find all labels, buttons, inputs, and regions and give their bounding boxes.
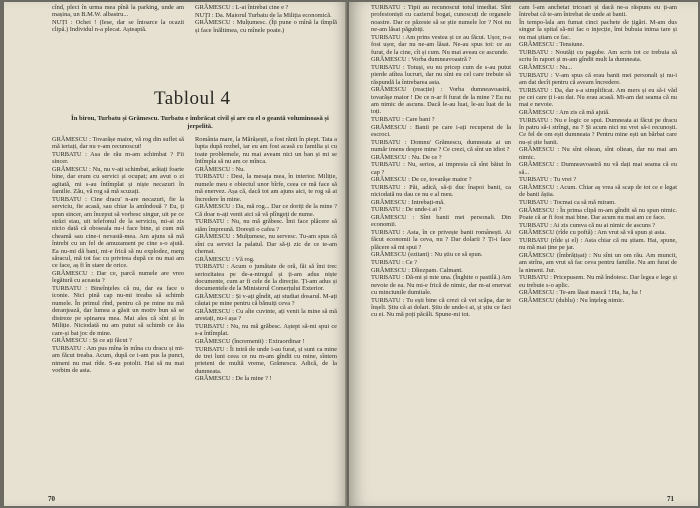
paragraph: TURBATU : Tu vrei ? bbox=[519, 176, 577, 184]
paragraph: TURBATU : Tocmai ca să mă miram. bbox=[519, 199, 616, 206]
paragraph: TURBATU : Domnu' Grămescu, dumneata ai un număr imens despre mine ? Ce crezi, că sînt un idiot ? bbox=[371, 138, 511, 154]
paragraph: TURBATU : Cine dracu' n-are necazuri, fie la serviciu, fie acasă, sau chiar la amîndouă ? Eu, ți spun sincer, am început să vorbesc singur, uit pe ce străzi stau, uit telefonul de la serviciu, mi-ai zis nicio dată că oboseala nu-i face bine, și cum mă cheamă sau cine-i nevastă-mea. Am ajuns să mă întrebi cu un fel de amuzament pe cine s-o ajută. Ea nu-mi dă bani, mi-e frică să nu explodez, merg săracul, mă tot fac cu privirea după ce nu mai am ce face, aș fi în stare de orice. bbox=[52, 195, 184, 270]
paragraph: GRĂMESCU : În prima clipă m-am gîndit să nu spun nimic. Poate că ar fi fost mai bine. Dar acum nu mai am ce face. bbox=[519, 206, 677, 221]
paragraph: TURBATU : Care bani ? bbox=[371, 116, 435, 124]
paragraph: TURBATU : Nu, nu mă grăbesc. Îmi face plăcere să stăm împreună. Dorești o cafea ? bbox=[195, 218, 337, 233]
right-page bbox=[349, 2, 698, 506]
right-col-1 bbox=[371, 4, 511, 490]
page-number-right: 71 bbox=[667, 495, 674, 503]
paragraph: cînd, pleci în urma mea pînă la parking, unde am mașina, un B.M.W. albastru... bbox=[52, 4, 184, 19]
paragraph: GRĂMESCU : Vorba dumneavoastră ? bbox=[371, 56, 472, 64]
paragraph: NUȚI : Da. Maiorul Turbatu de la Miliția economică. bbox=[195, 11, 332, 19]
paragraph: GRĂMESCU : Dîiezpam. Calmant. bbox=[371, 266, 463, 274]
paragraph: GRĂMESCU : De la mine ? ! bbox=[195, 375, 272, 383]
paragraph: TURBATU : Dă-mi și mie una. (Înghite o pastilă.) Am nevoie de ea. Nu mi-e frică de nimic, dar m-ai enervat cu minciunile dumitale. bbox=[371, 274, 511, 296]
stage-direction: În birou, Turbatu și Grămescu. Turbatu e îmbrăcat civil și are cu el o geantă voluminoasă și jerpelită. bbox=[71, 115, 329, 130]
paragraph: GRĂMESCU (îmbrățișat) : Nu sînt un om rău. Am muncit, am strîns, am vrut să fac ceva pentru familie. Nu am furat de la nimeni. Jur. bbox=[519, 251, 677, 274]
paragraph: GRĂMESCU : Nu, nu v-ați schimbat, arătați foarte bine, dar eram cu servici și ocupat; am avut o zi agitată, mi s-au întîmplat și niște necazuri în familie. Zău, vă rog să mă scuzați. bbox=[52, 166, 184, 196]
paragraph: GRĂMESCU (reacție) : Vorba dumneavoastră, tovarășe maior ! De ce n-ar fi furat de la mine ? Eu nu am nimic de ascuns. Dacă le-au luat, le-au luat de la toți. bbox=[371, 86, 511, 116]
paragraph: GRĂMESCU : Banii pe care i-ați recuperat de la escroci. bbox=[371, 123, 511, 139]
paragraph: TURBATU : De unde-i ai ? bbox=[371, 206, 442, 214]
paragraph: România mare, la Mărășești, a fost rănit în piept. Tata a lupta după rezbel, iar eu am fost acasă cu familia și cu toate problemele, nu mai aveam nici un ban și mi se întîmpla să nu am ce mînca. bbox=[195, 136, 337, 166]
paragraph: GRĂMESCU : Vă rog. bbox=[195, 255, 255, 263]
left-page bbox=[4, 2, 347, 506]
paragraph: TURBATU : Păi, adică, să-ți duc înapoi banii, ca niciodată nu dau ce nu e al meu. bbox=[371, 183, 511, 199]
paragraph: TURBATU : Totuși, eu nu pricep cum de s-au putut pierde atîtea lucruri, dar nu sînt eu cel care trebuie să răspundă la întrebarea asta. bbox=[371, 63, 511, 86]
paragraph: NUȚI : Ochei ! (Iese, dar se întoarce la ocazii clipă.) Individul n-a plecat. Așteaptă. bbox=[52, 19, 184, 34]
paragraph: TURBATU : Tipii au recunoscut totul imediat. Sînt profesioniști cu cazierul bogat, cunoscuți de organele noastre. Dar ce păzeste să se știe numele lor ? Noi nu ne-am lăsat păgubiți. bbox=[371, 4, 511, 34]
paragraph: TURBATU : Asta, în ce privește banii românești. Ai făcut economii la ceva, nu ? Dar dolarii ? Ți-i face plăcere să mi spui ? bbox=[371, 229, 511, 251]
paragraph: GRĂMESCU : Cu alte cuvinte, ați venit la mine să mă arestați, nu-i așa ? bbox=[195, 308, 337, 323]
left-top-col-2 bbox=[195, 4, 337, 34]
paragraph: TURBATU : Am prins vestea și ce au făcut. Ușor, n-a fost ușor, dar nu ne-am lăsat. Ne-au spus tot: ce au furat, de la cine, cît și cum. Nu mai aveau ce ascunde. bbox=[371, 33, 511, 56]
paragraph: GRĂMESCU : Da, mă rog... Dar ce doriți de la mine ? Că doar n-ați venit aici să vă plîngeți de nume. bbox=[195, 203, 337, 218]
paragraph: GRĂMESCU : Mulțumesc. (Îți pune o mînă la tîmplă și face înăltimea, cu mînele poate.) bbox=[195, 19, 337, 34]
paragraph: GRĂMESCU : Mulțumesc, nu servesc. Tu-am spus că sînt cu servici la palatul. Dar să-ți zic de ce te-am chemat. bbox=[195, 233, 337, 256]
paragraph: TURBATU : Ai zis cumva că nu ai nimic de ascuns ? bbox=[519, 221, 656, 229]
paragraph: GRĂMESCU : Dumneavoastră nu vă dați mai seama că eu să... bbox=[519, 161, 677, 176]
paragraph: cam l-am anchetat tricoari și dacă ne-a răspuns eu ți-am întrebat că te-am întrebat de unde ai banii. bbox=[519, 4, 677, 19]
paragraph: GRĂMESCU : L-ai întrebat cine e ? bbox=[195, 4, 289, 11]
paragraph: TURBATU : Asa de rău m-am schimbat ? Fii sincer. bbox=[52, 151, 184, 166]
paragraph: GRĂMESCU : Și ce ați făcut ? bbox=[52, 337, 132, 345]
paragraph: GRĂMESCU : Nu sînt oltean, sînt oltean, dar nu mai am nimic. bbox=[519, 146, 677, 161]
paragraph: GRĂMESCU : De ce, tovarășe maior ? bbox=[371, 176, 472, 184]
paragraph: GRĂMESCU (încremenit) : Extraordinar ! bbox=[195, 338, 305, 346]
paragraph: TURBATU : Bineînțeles că nu, dar ea face o iconie. Nici pină cap nu-mi treaba să schimb numele. În primul rînd, pentru că pe mine nu mă deranjează, dar lumea a găsit un motiv bun să se distreze pe spinarea mea. Mai ales că sînt și în Miliție. Niciodată nu am putut să schimb ce ăia care-și bat joc de mine. bbox=[52, 285, 184, 337]
left-col-1 bbox=[52, 136, 184, 488]
paragraph: GRĂMESCU (rîde cu poftă) : Am vrut să vă spun și asta. bbox=[519, 229, 666, 237]
paragraph: GRĂMESCU : Nu. bbox=[195, 165, 245, 173]
paragraph: GRĂMESCU : Te-am lăsat mască ! Ha, ha, ha ! bbox=[519, 289, 642, 297]
paragraph: GRĂMESCU : Tovarășe maior, vă rog din suflet să mă iertați, dar nu v-am recunoscut! bbox=[52, 136, 184, 151]
left-top-col-1 bbox=[52, 4, 184, 34]
open-book bbox=[4, 2, 698, 506]
paragraph: TURBATU (rîde și el) : Asta chiar că nu știam. Hai, spune, nu mă mai ține pe jar. bbox=[519, 236, 677, 252]
paragraph: GRĂMESCU : Nu. De ce ? bbox=[371, 153, 442, 161]
paragraph: TURBATU : Ce ? bbox=[371, 259, 417, 266]
paragraph: TURBATU : Îi intră de unde i-au furat, și sunt ca mine de trei luni ceea ce nu m-am gîndit cu mine, sîntem prieteni de multă vreme, Grămescu. Adică, de la dumneata. bbox=[195, 345, 337, 375]
paragraph: GRĂMESCU : Am zis că mă ajută. bbox=[519, 109, 610, 116]
paragraph: GRĂMESCU : Dar ce, parcă numele are vreo legătură cu aceasta ? bbox=[52, 270, 184, 285]
paragraph: GRĂMESCU : Tensiune. bbox=[519, 41, 584, 49]
paragraph: TURBATU : Da, dar s-a simplificat. Am mers și eu să-i văd pe cei care ți i-au dat. Nu erau acasă. Mi-am dat seama că nu mai e nevoie. bbox=[519, 86, 677, 109]
paragraph: TURBATU : Desi, la mesaja mea, în interior. Miliție, numele meu e obiectul unor bîrfe, ceea ce mă face să mă enervez. Așa că, dacă tot am ajuns aici, te rog să ai încredere în mine. bbox=[195, 173, 337, 203]
left-col-2 bbox=[195, 136, 337, 488]
act-title: Tabloul 4 bbox=[154, 88, 231, 109]
paragraph: TURBATU : Tu ești bine că crezi că vei scăpa, dar te înșeli. Știu că ai dolari. Știu de unde-i ai, și știu ce faci cu ei. Nu mă poți păcăli. Spune-mi tot. bbox=[371, 296, 511, 319]
paragraph: TURBATU : V-am spus că erau banii mei personali și nu-i am dat decît pentru că aveam încredere. bbox=[519, 71, 677, 86]
paragraph: GRĂMESCU (ezitant) : Nu știu ce să spun. bbox=[371, 251, 483, 259]
paragraph: În tempo-lala am fumat cinci pachete de țigări. M-am dus singur la spital să-mi fac o injecție, îmi bubuia inima tare și nu mai știam ce fac. bbox=[519, 19, 677, 41]
paragraph: GRĂMESCU : Acum. Chiar aș vrea să scap de tot ce e legat de banii ăștia. bbox=[519, 184, 677, 199]
page-number-left: 70 bbox=[48, 495, 55, 503]
paragraph: TURBATU : Nu, nu mă grăbesc. Aștept să-mi spui ce s-a întîmplat. bbox=[195, 323, 337, 338]
paragraph: TURBATU : Nu, serios, ai impresia că sînt bătut în cap ? bbox=[371, 161, 511, 176]
paragraph: TURBATU : Noutăți cu pagube. Am scris tot ce trebuia să scriu în raport și m-am gîndit mult la dumneata. bbox=[519, 49, 677, 64]
paragraph: TURBATU : Nu e logic ce spui. Dumneata ai făcut pe dracu în patru să-i strîngi, nu ? Și acum nici nu vrei să-i recunoști. Ce fel de om ești dumneata ? Pentru mine ești un bărbat care nu-și știe banii. bbox=[519, 116, 677, 146]
paragraph: GRĂMESCU : Intrebați-mă. bbox=[371, 198, 445, 206]
paragraph: TURBATU : Pricepusem. Nu mă îndoiesc. Dar legea e lege și eu trebuie s-o aplic. bbox=[519, 274, 677, 289]
right-col-2 bbox=[519, 4, 677, 490]
paragraph: GRĂMESCU (dublu) : Nu înțeleg nimic. bbox=[519, 296, 625, 304]
paragraph: TURBATU : Am pus mîna în mîna cu dracu și mi-am făcut treaba. Acum, după ce i-am pus la punct, nimeni nu mai rîde. S-au potolit. Hai să nu mai vorbim de asta. bbox=[52, 344, 184, 374]
paragraph: GRĂMESCU : Și v-ați gîndit, ați studiat dosarul. M-ați căutat pe mine pentru că bănuiți ceva ? bbox=[195, 293, 337, 308]
paragraph: GRĂMESCU : Sînt banii mei personali. Din economii. bbox=[371, 214, 511, 229]
paragraph: TURBATU : Acum o jumătate de oră, făi să îmi trec seriozitatea pe de-a-ntregul și ți-am adus niște documente, cum ar fi cele de la direcție. Ți-am adus și documentele de la Ministerul Comerțului Exterior. bbox=[195, 263, 337, 293]
paragraph: GRĂMESCU : Nu... bbox=[519, 64, 573, 71]
